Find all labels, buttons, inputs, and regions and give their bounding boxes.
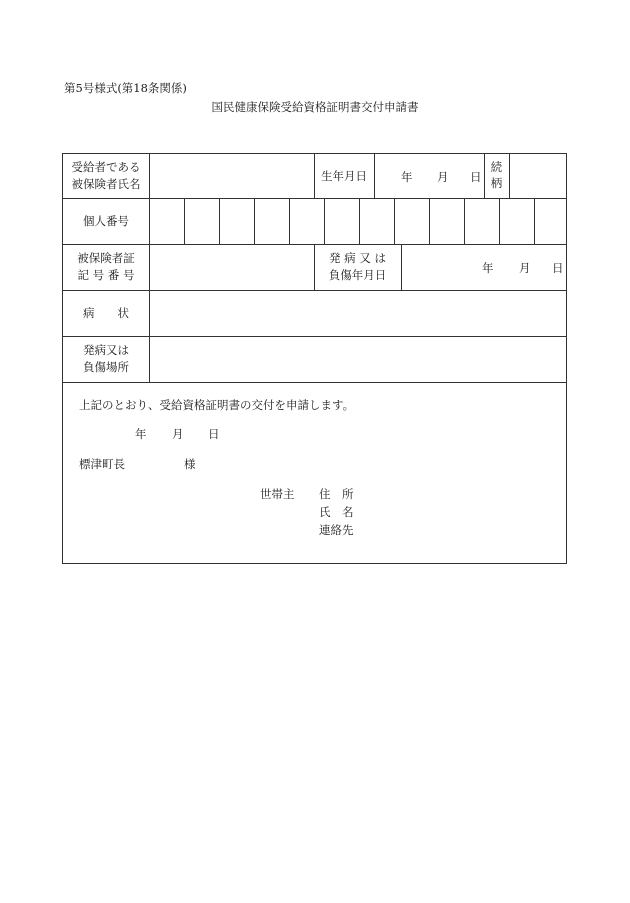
month-label: 月 [519, 261, 531, 275]
month-label: 月 [437, 170, 449, 184]
day-label: 日 [552, 261, 564, 275]
recipient-name-field[interactable] [150, 155, 313, 197]
onset-date-label: 発 病 又 は 負傷年月日 [328, 251, 387, 282]
onset-date-field[interactable] [402, 260, 566, 276]
onset-place-label: 発病又は 負傷場所 [83, 343, 129, 374]
address-label: 住 所 [319, 487, 354, 501]
honorific: 様 [184, 457, 196, 471]
insured-id-label: 被保険者証 記 号 番 号 [77, 251, 135, 282]
form-number: 第5号様式(第18条関係) [64, 81, 187, 95]
personal-number-label: 個人番号 [83, 213, 129, 228]
form-title: 国民健康保険受給資格証明書交付申請書 [211, 100, 419, 114]
symptom-label: 病 状 [83, 305, 129, 320]
addressee: 標津町長 [79, 457, 125, 471]
month-label: 月 [172, 427, 184, 441]
relationship-label: 続 柄 [490, 160, 503, 190]
birthdate-field[interactable] [375, 169, 484, 185]
year-label: 年 [401, 170, 413, 184]
birthdate-label: 生年月日 [321, 168, 367, 183]
application-form-table [62, 153, 567, 564]
recipient-name-label: 受給者である 被保険者氏名 [71, 160, 141, 191]
relationship-field[interactable] [510, 155, 566, 197]
household-head-label: 世帯主 [260, 487, 295, 501]
application-statement: 上記のとおり、受給資格証明書の交付を申請します。 [79, 398, 355, 412]
name-label: 氏 名 [319, 505, 354, 519]
symptom-field[interactable] [150, 291, 566, 335]
onset-place-field[interactable] [150, 337, 566, 381]
personal-number-field[interactable] [150, 199, 566, 243]
row-divider [63, 382, 566, 383]
day-label: 日 [208, 427, 220, 441]
contact-label: 連絡先 [319, 523, 354, 537]
year-label: 年 [482, 261, 494, 275]
year-label: 年 [135, 427, 147, 441]
day-label: 日 [470, 170, 482, 184]
insured-id-field[interactable] [150, 245, 313, 289]
